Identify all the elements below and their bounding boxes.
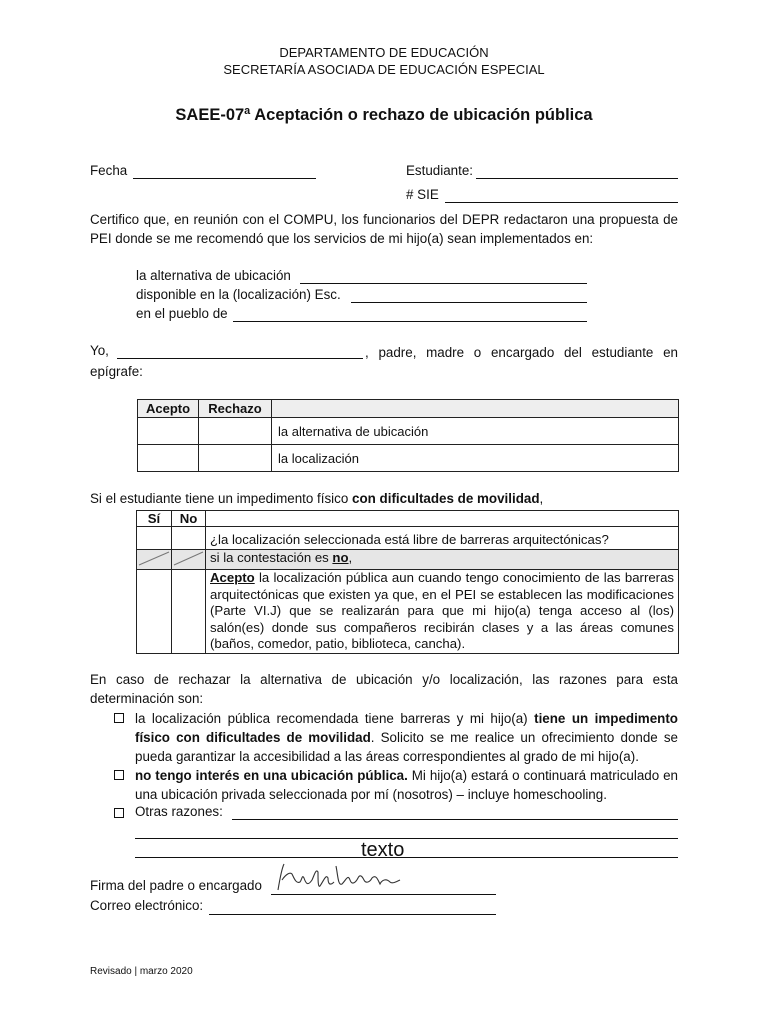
reason2-checkbox[interactable]	[114, 770, 124, 780]
pueblo-label: en el pueblo de	[136, 306, 228, 321]
estudiante-label: Estudiante:	[406, 163, 473, 178]
acepto-paragraph	[206, 570, 679, 654]
reason2-text	[135, 766, 678, 804]
if-no-comma: ,	[348, 550, 353, 565]
fecha-label: Fecha	[90, 163, 128, 178]
table-row	[137, 570, 679, 654]
mobility-statement	[90, 491, 543, 506]
acepto-bold: Acepto	[210, 570, 255, 585]
acepto-text: la localización pública aun cuando tengo conocimiento de las barreras arquitectónicas que existen ya que, en el PEI se establecen las modificaciones (Parte VI.J) que se realizarán para que mi hijo(a) tenga acceso al (los) salón(es) donde sus compañeros recibirán clases y a las áreas comunes (baños, comedor, patio, biblioteca, cancha).	[210, 570, 674, 651]
acepto-header: Acepto	[138, 400, 199, 418]
acepto-cell[interactable]	[138, 418, 199, 445]
mobility-comma: ,	[539, 491, 544, 506]
no-cell-disabled	[172, 550, 206, 570]
alternativa-label: la alternativa de ubicación	[136, 268, 291, 283]
secretariat-name: SECRETARÍA ASOCIADA DE EDUCACIÓN ESPECIAL	[223, 62, 545, 77]
reason1-part2: . Solicito se me realice un ofrecimiento donde se pueda garantizar la accesibilidad a las áreas correspondientes al grado de mi hijo(a).	[135, 730, 678, 764]
if-no-row	[206, 550, 679, 570]
if-no-text: si la contestación es	[210, 550, 333, 565]
table-row	[138, 418, 679, 445]
revision-footer: Revisado | marzo 2020	[90, 966, 193, 977]
certification-paragraph: Certifico que, en reunión con el COMPU, los funcionarios del DEPR redactaron una propuesta de PEI donde se me recomendó que los servicios de mi hijo(a) sean implementados en:	[90, 212, 678, 246]
si-cell[interactable]	[137, 570, 172, 654]
si-cell-disabled	[137, 550, 172, 570]
reason1-text	[135, 709, 678, 766]
fecha-field[interactable]	[133, 164, 316, 179]
other-reasons-line1[interactable]	[232, 805, 678, 820]
handwritten-text: texto	[361, 839, 405, 861]
email-label: Correo electrónico:	[90, 898, 204, 913]
estudiante-field[interactable]	[476, 164, 678, 179]
signature-scribble	[272, 860, 407, 896]
email-field[interactable]	[209, 900, 496, 915]
yo-label: Yo,	[90, 343, 109, 358]
placement-table	[137, 399, 679, 472]
acepto-cell[interactable]	[138, 445, 199, 472]
reason2-bold: no tengo interés en una ubicación pública.	[135, 768, 408, 783]
mobility-bold: con dificultades de movilidad	[352, 491, 540, 506]
other-reasons-line2[interactable]	[135, 824, 678, 839]
yo-paragraph: , padre, madre o encargado del estudiante en epígrafe:	[90, 345, 678, 379]
accessibility-table	[136, 510, 679, 654]
no-cell[interactable]	[172, 527, 206, 550]
rechazo-header: Rechazo	[199, 400, 272, 418]
row-label: la alternativa de ubicación	[272, 418, 679, 445]
form-title: SAEE-07ª Aceptación o rechazo de ubicación pública	[175, 106, 593, 124]
rechazo-cell[interactable]	[199, 418, 272, 445]
table-row	[137, 527, 679, 550]
disponible-field[interactable]	[351, 288, 587, 303]
si-header: Sí	[137, 511, 172, 527]
other-reasons-label: Otras razones:	[135, 804, 223, 819]
si-cell[interactable]	[137, 527, 172, 550]
department-name: DEPARTAMENTO DE EDUCACIÓN	[279, 45, 489, 60]
reason2-rest: Mi hijo(a) estará o continuará matriculado en una ubicación privada seleccionada por mí (nosotros) – incluye homeschooling.	[135, 768, 678, 802]
signature-label: Firma del padre o encargado	[90, 878, 262, 893]
if-no-bold: no	[332, 550, 349, 565]
table-row	[137, 550, 679, 570]
question-barriers: ¿la localización seleccionada está libre de barreras arquitectónicas?	[206, 527, 679, 550]
handwritten-signature	[272, 860, 407, 896]
no-header: No	[172, 511, 206, 527]
reason1-bold: tiene un impedimento físico con dificultades de movilidad	[135, 711, 678, 745]
sie-label: # SIE	[406, 187, 439, 202]
reason3-checkbox[interactable]	[114, 808, 124, 818]
sie-field[interactable]	[445, 188, 678, 203]
reason1-checkbox[interactable]	[114, 713, 124, 723]
pueblo-field[interactable]	[233, 307, 587, 322]
rejection-intro: En caso de rechazar la alternativa de ubicación y/o localización, las razones para esta determinación son:	[90, 672, 678, 706]
diagonal-slash	[172, 550, 205, 566]
no-cell[interactable]	[172, 570, 206, 654]
rechazo-cell[interactable]	[199, 445, 272, 472]
diagonal-slash	[137, 550, 171, 566]
alternativa-field[interactable]	[300, 269, 587, 284]
blank-header	[206, 511, 679, 527]
table-row	[138, 445, 679, 472]
row-label: la localización	[272, 445, 679, 472]
mobility-text: Si el estudiante tiene un impedimento físico	[90, 491, 353, 506]
other-reasons-line3[interactable]	[135, 843, 678, 858]
blank-header	[272, 400, 679, 418]
disponible-label: disponible en la (localización) Esc.	[136, 287, 341, 302]
reason1-part1: la localización pública recomendada tiene barreras y mi hijo(a)	[135, 711, 535, 726]
